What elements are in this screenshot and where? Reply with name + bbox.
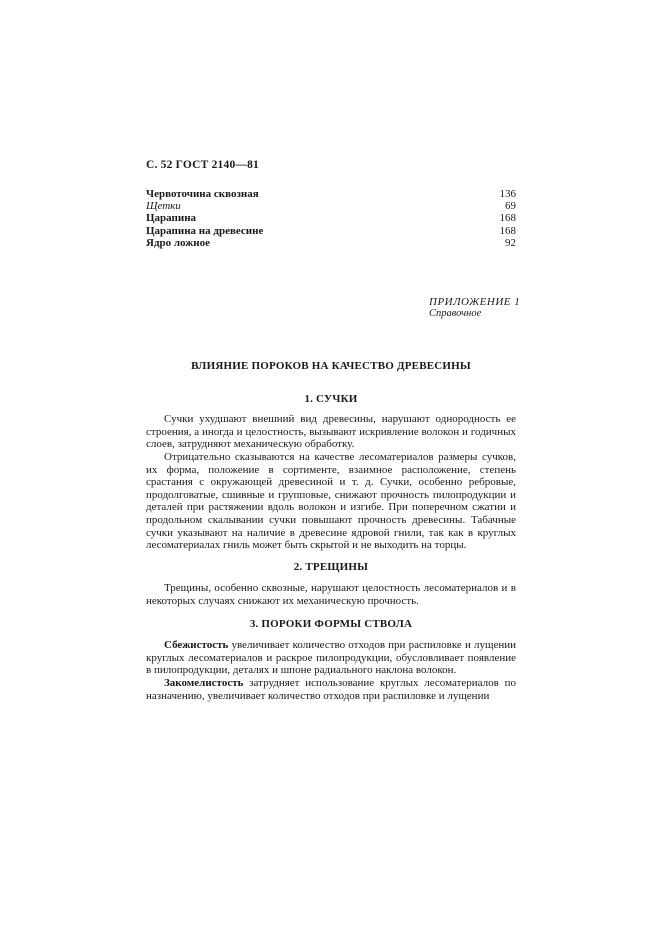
appendix-subtitle: Справочное xyxy=(429,308,482,319)
appendix-label xyxy=(429,296,520,320)
section-heading: 2. ТРЕЩИНЫ xyxy=(293,561,369,573)
paragraph xyxy=(146,639,516,677)
document-title: ВЛИЯНИЕ ПОРОКОВ НА КАЧЕСТВО ДРЕВЕСИНЫ xyxy=(191,360,471,372)
paragraph-text: увеличивает количество отходов при распиловке и лущении круглых лесоматериалов и раскрое пилопродукции, обусловливает появление в пилопродукции, деталях и шпоне радиального наклона волокон. xyxy=(146,639,516,677)
term-lead: Закомелистость xyxy=(164,677,244,689)
paragraph xyxy=(146,677,516,702)
index-page-number: 92 xyxy=(505,236,516,249)
page-header: С. 52 ГОСТ 2140—81 xyxy=(146,159,259,171)
index-term: Царапина xyxy=(146,212,197,225)
paragraph: Отрицательно сказываются на качестве лесоматериалов размеры сучков, их форма, положение в сортименте, взаимное расположение, степень срастания с окружающей древесиной и т. д. Сучки, особенно ребровые, продолговатые, сшивные и групповые, снижают прочность пилопродукции и деталей при растяжении вдоль волокон и изгибе. При поперечном сжатии и продольном скалывании сучки повышают прочность древесины. Табачные сучки указывают на наличие в древесине ядровой гнили, так как в круглых лесоматериалах гниль может быть скрытой и не выходить на торцы. xyxy=(146,451,516,552)
paragraph: Сучки ухудшают внешний вид древесины, нарушают однородность ее строения, а иногда и целостность, вызывают искривление волокон и годичных слоев, затрудняют механическую обработку. xyxy=(146,413,516,451)
index-page-number: 69 xyxy=(505,200,516,213)
index-term: Ядро ложное xyxy=(146,236,210,249)
index-term: Царапина на древесине xyxy=(146,224,264,237)
paragraph: Трещины, особенно сквозные, нарушают целостность лесоматериалов и в некоторых случаях снижают их механическую прочность. xyxy=(146,582,516,607)
appendix-title: ПРИЛОЖЕНИЕ 1 xyxy=(429,296,521,308)
index-row xyxy=(146,225,516,237)
index-term: Червоточина сквозная xyxy=(146,188,259,200)
index-page-number: 136 xyxy=(499,188,516,200)
index-row xyxy=(146,237,516,249)
index-row xyxy=(146,212,516,224)
paragraph-text: затрудняет использование круглых лесоматериалов по назначению, увеличивает количество отходов при распиловке и лущении xyxy=(146,677,516,702)
index-row xyxy=(146,200,516,212)
section-heading: 1. СУЧКИ xyxy=(304,393,358,405)
index-page-number: 168 xyxy=(499,224,516,237)
index-term: Щетки xyxy=(146,200,181,213)
index-page-number: 168 xyxy=(499,212,516,225)
section-heading: 3. ПОРОКИ ФОРМЫ СТВОЛА xyxy=(249,618,413,630)
index-list xyxy=(146,188,516,249)
index-row xyxy=(146,188,516,200)
term-lead: Сбежистость xyxy=(164,639,229,651)
